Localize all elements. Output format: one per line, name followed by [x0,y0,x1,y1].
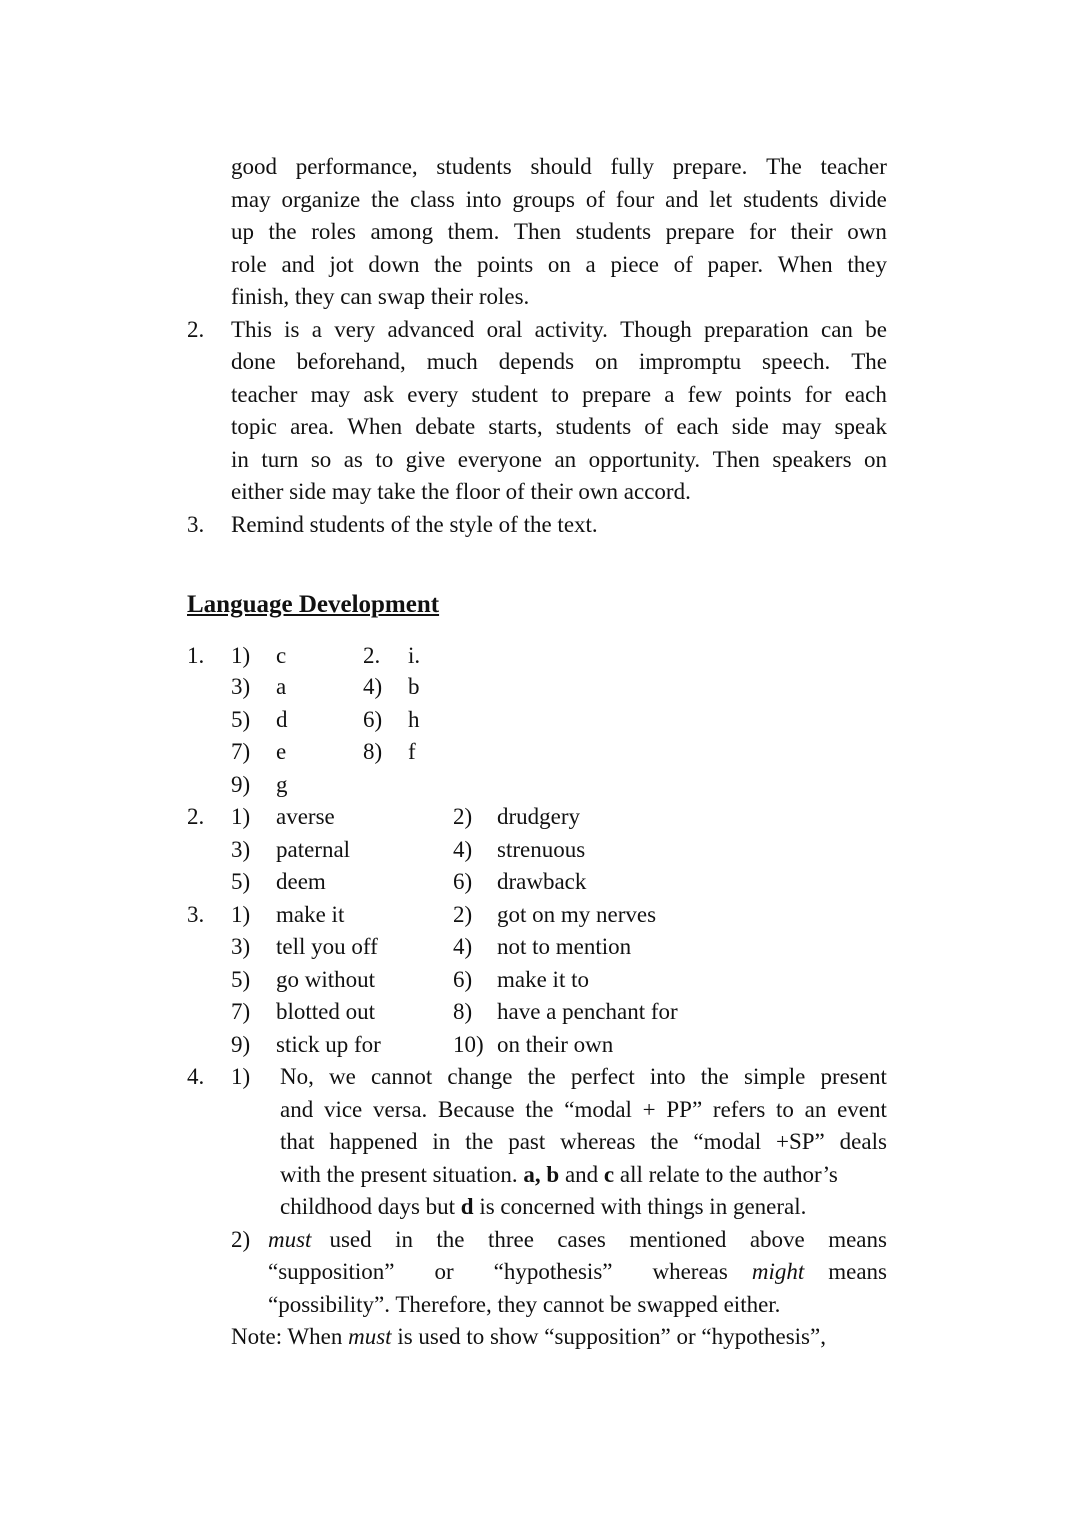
word: past [508,1129,546,1154]
word: the [650,1129,679,1154]
word: as [343,447,363,472]
ex1-row1-num-a: 1) [231,643,251,668]
item2-line-1 [231,314,887,346]
ex3-row4-num-b: 8) [453,999,473,1024]
ex3-row5-ans-b: on their own [497,1032,614,1057]
ex2-row1-num-a: 1) [231,804,251,829]
ex3-number: 3. [187,902,205,927]
word: cannot [370,1064,433,1089]
ex4-line4-bold-ab: a, b [523,1162,560,1187]
word: and [665,187,699,212]
ex4-note-italic-must: must [348,1324,392,1349]
ex2-row1-ans-a: averse [276,804,335,829]
word: Then [513,219,562,244]
word: points [476,252,534,277]
word: change [447,1064,513,1089]
ex3-row3-ans-a: go without [276,967,376,992]
ex4-line5-pre: childhood days but [280,1194,461,1219]
ex3-row4-num-a: 7) [231,999,251,1024]
word: area. [290,414,335,439]
word: students [555,414,632,439]
ex4-note-pre: Note: When [231,1324,349,1349]
ex4-line5-post: is concerned with things in general. [473,1194,807,1219]
ex1-row3-num-b: 6) [363,707,383,732]
ex1-row2-num-a: 3) [231,674,251,699]
ex3-row1-num-a: 1) [231,902,251,927]
word: the [436,1227,465,1252]
ex1-row3-ans-b: h [408,707,420,732]
intro-line-5: finish, they can swap their roles. [231,284,530,309]
word: or [434,1259,454,1284]
word: we [329,1064,356,1089]
word: a [311,317,323,342]
word: an [554,447,577,472]
word: “supposition” [268,1259,395,1284]
word: depends [498,349,575,374]
word: them. [447,219,500,244]
word: of [673,252,693,277]
word: Though [620,317,692,342]
word: the [525,1097,554,1122]
intro-line-1 [231,151,887,183]
word: to [776,1097,794,1122]
ex2-row1-ans-b: drudgery [497,804,581,829]
word: beforehand, [296,349,406,374]
word: “modal [693,1129,762,1154]
word: versa. [373,1097,428,1122]
item2-number: 2. [187,317,205,342]
word: they [847,252,887,277]
ex1-row2-ans-a: a [276,674,287,699]
word: whereas [652,1259,728,1284]
word: every [407,382,459,407]
word: whereas [560,1129,636,1154]
word: perfect [570,1064,635,1089]
word: very [334,317,376,342]
word: topic [231,414,277,439]
ex1-row2-num-b: 4) [363,674,383,699]
word: for [804,382,832,407]
word: among [370,219,434,244]
word: prepare. [672,154,748,179]
word: “modal [564,1097,632,1122]
word: points [735,382,792,407]
ex2-row2-num-a: 3) [231,837,251,862]
word: organize [281,187,361,212]
word: a [585,252,596,277]
ex4-answer1-line-5 [280,1191,806,1223]
ex3-row3-num-b: 6) [453,967,473,992]
word: in [395,1227,413,1252]
ex3-row3-ans-b: make it to [497,967,589,992]
word: the [700,1064,729,1089]
word: down [368,252,420,277]
word: so [310,447,332,472]
ex3-row5-num-b: 10) [453,1032,484,1057]
word: “hypothesis” [493,1259,613,1284]
word: deals [839,1129,887,1154]
word: paper. [707,252,764,277]
ex1-row4-ans-b: f [408,739,416,764]
word: turn [261,447,299,472]
word: the [434,252,463,277]
word: divide [829,187,887,212]
word: impromptu [638,349,742,374]
word: No, [280,1064,314,1089]
word: much [426,349,478,374]
word: the [465,1129,494,1154]
ex1-row1-ans-a: c [276,643,287,668]
word: a [664,382,675,407]
item2-line-6: either side may take the floor of their own accord. [231,479,691,504]
word: present [820,1064,887,1089]
word: opportunity. [588,447,701,472]
word: few [687,382,723,407]
ex4-answer1-line-4 [280,1159,838,1191]
word: starts, [488,414,543,439]
ex1-row3-ans-a: d [276,707,288,732]
word: refers [712,1097,766,1122]
ex3-row3-num-a: 5) [231,967,251,992]
ex1-number: 1. [187,643,205,668]
ex2-row3-num-b: 6) [453,869,473,894]
ex2-row3-num-a: 5) [231,869,251,894]
ex2-row2-ans-b: strenuous [497,837,586,862]
word: PP” [666,1097,703,1122]
ex4-answer2-line-3: “possibility”. Therefore, they cannot be swapped either. [268,1292,781,1317]
ex3-row2-num-b: 4) [453,934,473,959]
word: vice [323,1097,363,1122]
item3-text: Remind students of the style of the text. [231,512,598,537]
ex4-number: 4. [187,1064,205,1089]
word: speech. [761,349,831,374]
word: jot [329,252,354,277]
ex1-row1-ans-b: i. [408,643,421,668]
word: for [749,219,776,244]
word: everyone [457,447,542,472]
ex3-row4-ans-a: blotted out [276,999,376,1024]
ex4-answer1-line-2 [280,1094,887,1126]
word: the [527,1064,556,1089]
ex3-row4-ans-b: have a penchant for [497,999,678,1024]
word: teacher [231,382,298,407]
word: When [777,252,833,277]
word: and [281,252,315,277]
word: up [231,219,254,244]
word: activity. [534,317,608,342]
word: + [642,1097,656,1122]
ex1-row4-num-a: 7) [231,739,251,764]
word: When [347,414,403,439]
word: in [231,447,249,472]
ex2-row2-num-b: 4) [453,837,473,862]
ex2-number: 2. [187,804,205,829]
word: done [231,349,276,374]
word: let [709,187,733,212]
word: and [280,1097,314,1122]
ex2-row3-ans-b: drawback [497,869,587,894]
word: should [530,154,592,179]
word: Then [712,447,760,472]
ex2-row1-num-b: 2) [453,804,473,829]
word: cases [557,1227,606,1252]
ex4-answer2-line-1 [268,1224,887,1256]
ex4-line5-bold-d: d [460,1194,474,1219]
ex1-row4-num-b: 8) [363,739,383,764]
word: ask [363,382,395,407]
intro-line-3 [231,216,887,248]
word: This [231,317,272,342]
ex4-answer2-italic-must: must [268,1227,312,1252]
word: into [465,187,502,212]
ex4-answer2-number: 2) [231,1227,251,1252]
word: prepare [582,382,652,407]
ex3-row5-num-a: 9) [231,1032,251,1057]
word: on [863,447,887,472]
word: of [644,414,664,439]
ex4-answer1-line-1 [280,1061,887,1093]
word: advanced [387,317,475,342]
word: is [284,317,300,342]
word: students [436,154,512,179]
word: groups [512,187,575,212]
ex4-line4-bold-c: c [603,1162,615,1187]
item2-line-4 [231,411,887,443]
ex4-note [231,1321,826,1353]
word: happened [329,1129,418,1154]
word: simple [744,1064,806,1089]
word: into [649,1064,686,1089]
item2-line-3 [231,379,887,411]
word: piece [610,252,659,277]
item3-number: 3. [187,512,205,537]
ex3-row1-num-b: 2) [453,902,473,927]
word: may [310,382,351,407]
word: roles [311,219,356,244]
ex1-row2-ans-b: b [408,674,420,699]
word: good [231,154,277,179]
word: be [865,317,887,342]
word: that [280,1129,315,1154]
ex4-line4-post: all relate to the author’s [614,1162,838,1187]
word: speakers [772,447,852,472]
word: their [790,219,833,244]
word: give [405,447,446,472]
word: to [551,382,569,407]
item2-line-2 [231,346,887,378]
word: each [676,414,719,439]
ex1-row5-num-a: 9) [231,772,251,797]
ex4-answer2-italic-might: might [751,1259,805,1284]
word: fully [610,154,654,179]
word: debate [415,414,476,439]
word: used [329,1227,372,1252]
word: event [837,1097,887,1122]
word: students [575,219,652,244]
ex4-line4-pre: with the present situation. [280,1162,524,1187]
ex1-row5-ans-a: g [276,772,288,797]
word: to [375,447,394,472]
word: the [268,219,297,244]
ex1-row3-num-a: 5) [231,707,251,732]
ex4-answer2-line-2-b: means [828,1259,887,1284]
word: in [432,1129,451,1154]
ex3-row2-num-a: 3) [231,934,251,959]
ex3-row5-ans-a: stick up for [276,1032,381,1057]
ex4-note-post: is used to show “supposition” or “hypothesis”, [391,1324,826,1349]
word: means [828,1227,887,1252]
word: students [743,187,819,212]
word: student [471,382,538,407]
ex4-answer2-line-1-rest [329,1224,887,1256]
ex4-answer1-line-3 [280,1126,887,1158]
word: performance, [295,154,418,179]
word: the [371,187,400,212]
ex1-row4-ans-a: e [276,739,287,764]
word: +SP” [776,1129,825,1154]
intro-line-4 [231,249,887,281]
word: each [844,382,887,407]
ex3-row2-ans-a: tell you off [276,934,378,959]
word: The [766,154,802,179]
word: class [410,187,455,212]
word: can [821,317,853,342]
ex3-row2-ans-b: not to mention [497,934,632,959]
ex3-row1-ans-b: got on my nerves [497,902,657,927]
ex2-row2-ans-a: paternal [276,837,351,862]
word: three [487,1227,534,1252]
word: own [847,219,887,244]
word: teacher [820,154,887,179]
ex4-answer2-line-2 [268,1256,887,1288]
word: preparation [703,317,809,342]
word: on [594,349,618,374]
word: may [781,414,822,439]
ex3-row1-ans-a: make it [276,902,345,927]
word: side [731,414,769,439]
word: role [231,252,267,277]
word: mentioned [629,1227,727,1252]
word: an [804,1097,827,1122]
word: Because [438,1097,515,1122]
section-heading: Language Development [187,591,440,618]
word: speak [834,414,887,439]
word: four [615,187,655,212]
item2-line-5 [231,444,887,476]
word: The [851,349,887,374]
word: prepare [665,219,735,244]
ex4-answer1-number: 1) [231,1064,251,1089]
ex1-row1-num-b: 2. [363,643,381,668]
intro-line-2 [231,184,887,216]
word: on [547,252,571,277]
word: oral [486,317,523,342]
ex2-row3-ans-a: deem [276,869,326,894]
ex4-line4-mid: and [559,1162,604,1187]
word: may [231,187,271,212]
word: above [749,1227,805,1252]
ex4-answer2-line-2-a [268,1256,728,1288]
word: of [585,187,606,212]
